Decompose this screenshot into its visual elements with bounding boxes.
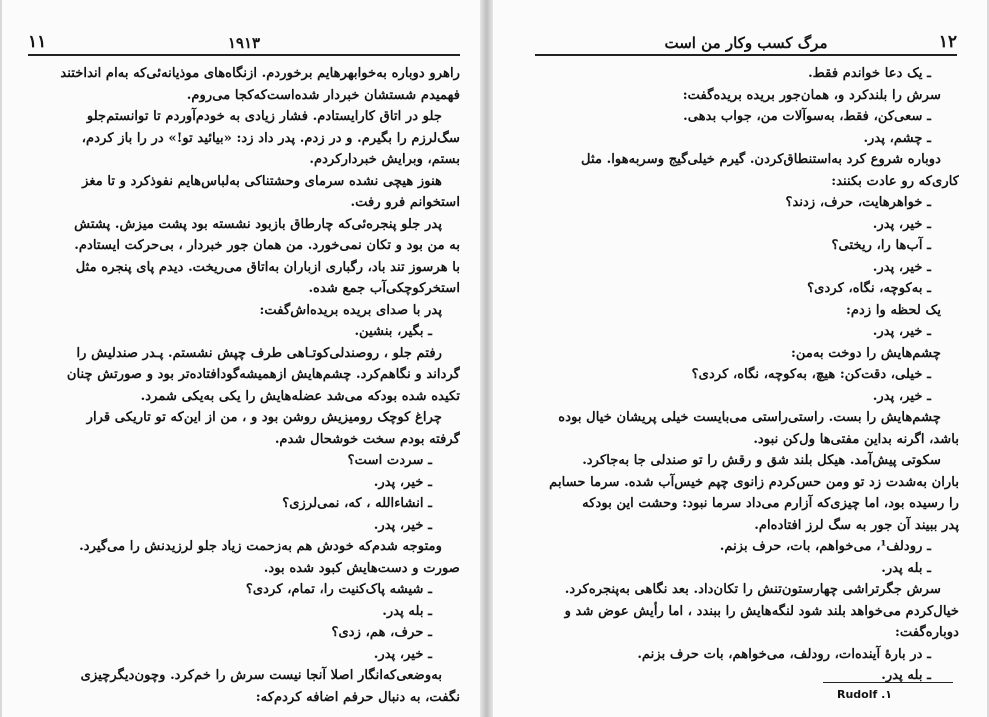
- text-line: ـ خیر، پدر.: [872, 259, 931, 275]
- text-line: خیال‌کردم می‌خواهد بلند شود لنگه‌هایش را ببندد ، اما رأیش عوض شد و: [564, 603, 959, 619]
- text-line: را رسیده بود، اما چیزی‌که آزارم می‌داد سرما نبود: وحشت این بودکه: [582, 496, 959, 511]
- text-line: باشد، اگرنه بداین مفتی‌ها ول‌کن نبود.: [753, 431, 959, 447]
- text-line: ـ خیر، پدر.: [872, 216, 931, 232]
- left-page: [2, 0, 480, 717]
- text-line: ـ خیر، پدر.: [373, 474, 432, 490]
- text-line: ـ خیر، پدر.: [872, 388, 931, 404]
- text-line: ـ خیر، پدر.: [373, 517, 432, 533]
- page-header-title: مرگ کسب وکار من است: [664, 34, 828, 52]
- text-line: بستم، وبرایش خبردار‌کردم.: [309, 152, 460, 167]
- footnote: Rudolf .۱: [837, 688, 893, 701]
- text-line: ـ انشاءالله ، که، نمی‌لرزی؟: [282, 496, 432, 511]
- text-line: چشم‌هایش را بست. راستی‌راستی می‌بایست خیلی پریشان خیال بوده: [558, 410, 941, 425]
- page-body: [32, 63, 460, 708]
- text-line: پدر جلو پنجره‌ئی‌که چارطاق بازبود نشسته بود پشت میزش. پشتش: [74, 216, 442, 232]
- text-line: ـ سعی‌کن، فقط، به‌سوآلات من، جواب بدهی.: [683, 109, 931, 124]
- text-line: استخوانم فرو رفت.: [350, 195, 460, 210]
- text-line: سرش را بلندکرد و، همان‌جور بریده بریده‌گفت:: [682, 87, 941, 103]
- text-line: ـ آب‌ها را، ریختی؟: [831, 238, 931, 253]
- text-line: فهمیدم شستشان خبردار شده‌است‌که‌کجا می‌روم.: [186, 87, 460, 103]
- text-line: تکیده شده بودکه می‌شد عضله‌هایش را یکی به‌یکی شمرد.: [140, 388, 460, 404]
- text-line: ـ بگیر، بنشین.: [354, 324, 432, 339]
- text-line: به‌وضعی‌که‌انگار اصلا آنجا نیست سرش را خم‌کرد. وچون‌دیگرچیزی: [80, 668, 442, 683]
- right-page: [493, 0, 987, 717]
- text-line: ـ بله پدر.: [881, 560, 931, 576]
- text-line: استخرکوچکی‌آب جمع شده.: [308, 281, 460, 296]
- page-header-title: ۱۹۱۳: [227, 34, 261, 52]
- text-line: باران به‌شدت زد تو ومن حس‌کردم زانوی چپم خیس‌آب شده. سرما حسابم: [549, 474, 959, 490]
- text-line: گرداند و نگاهم‌کرد. چشم‌هایش ازهمیشه‌گودافتاده‌تر بود و صورتش چنان: [66, 367, 460, 382]
- text-line: هنوز هیچی نشده سرمای وحشتناکی به‌لباس‌هایم نفوذ‌کرد و تا مغز: [82, 173, 442, 189]
- text-line: پدر ببیند آن جور به سگ لرز افتاده‌ام.: [754, 517, 959, 533]
- text-line: به من بود و تکان نمی‌خورد. من همان جور خبردار ، بی‌حرکت ایستادم.: [74, 238, 460, 253]
- text-line: چشم‌هایش را دوخت به‌من:: [790, 345, 941, 361]
- text-line: چراغ کوچک رومیزیش روشن بود و ، من از این‌که تو تاریکی قرار: [86, 410, 442, 425]
- text-line: ـ بله پدر.: [881, 668, 931, 683]
- text-line: ـ به‌کوچه، نگاه، کردی؟: [807, 281, 931, 296]
- page-body: [535, 63, 959, 687]
- text-line: جلو در اتاق کارایستادم. فشار زیادی به خودم‌آوردم تا توانستم‌جلو: [86, 109, 442, 124]
- text-line: سگ‌لرزم را بگیرم. و در زدم. پدر داد زد: «بیائید تو!» در را باز کردم،: [81, 130, 460, 146]
- text-line: راهرو دوباره به‌خوابهرهایم برخوردم. ازنگاه‌های موذیانه‌ئی‌که به‌ام انداختند: [60, 66, 460, 81]
- text-line: ـ سردت است؟: [347, 453, 432, 468]
- text-line: گرفته بودم سخت خوشحال شدم.: [274, 431, 460, 447]
- text-line: رفتم جلو ، روصندلی‌کوتـاهی طرف چپش نشستم. پـدر صندلیش را: [76, 345, 442, 361]
- text-line: با هرسوز تند باد، رگباری ازباران به‌اتاق می‌ریخت. دیدم پای پنجره مثل: [75, 259, 460, 275]
- page-number: ۱۱: [28, 32, 47, 52]
- text-line: کاری‌که رو عادت بکنند:: [831, 173, 959, 189]
- text-line: سکوتی پیش‌آمد. هیکل بلند شق و رقش را تو صندلی جا به‌جاکرد.: [582, 453, 941, 468]
- page-header: [535, 30, 957, 56]
- text-line: ـ حرف، هم، زدی؟: [331, 625, 432, 640]
- text-line: ـ شیشه پاک‌کنیت را، تمام، کردی؟: [245, 582, 432, 597]
- page-header: [28, 30, 460, 56]
- text-line: صورت و دست‌هایش کبود شده بود.: [263, 560, 460, 576]
- text-line: ـ یک دعا خواندم فقط.: [808, 66, 931, 81]
- text-line: ـ خواهرهایت، حرف، زدند؟: [785, 195, 931, 210]
- text-line: یک لحظه وا زدم:: [846, 302, 941, 318]
- text-line: ـ بله پدر.: [382, 603, 432, 619]
- text-line: ـ در بارهٔ آینده‌ات، رودلف، می‌خواهم، بات حرف بزنم.: [637, 646, 931, 662]
- text-line: سرش جگرتراشی چهارستون‌تنش را تکان‌داد. بعد نگاهی به‌پنجره‌کرد.: [564, 582, 941, 597]
- text-line: نگفت، به دنبال حرفم اضافه کردم‌که:: [255, 689, 460, 705]
- text-line: ـ خیلی، دقت‌کن: هیچ، به‌کوچه، نگاه، کردی؟: [691, 367, 931, 382]
- footnote-divider: [823, 682, 953, 683]
- text-line: ومتوجه شدم‌که خودش هم به‌زحمت زیاد جلو لرزیدنش را می‌گیرد.: [79, 539, 442, 554]
- text-line: ـ چشم، پدر.: [863, 130, 931, 146]
- text-line: دوباره شروع کرد به‌استنطاق‌کردن. گیرم خیلی‌گیج وسربه‌هوا. مثل: [581, 152, 941, 167]
- book-gutter: [480, 0, 493, 717]
- text-line: ـ خیر، پدر.: [872, 324, 931, 339]
- text-line: پدر با صدای بریده بریده‌اش‌گفت:: [259, 302, 442, 318]
- text-line: ـ رودلف¹، می‌خواهم، بات، حرف بزنم.: [719, 539, 931, 554]
- text-line: ـ خیر، پدر.: [373, 646, 432, 662]
- text-line: دوباره‌گفت:: [895, 625, 959, 640]
- page-number: ۱۲: [938, 32, 957, 52]
